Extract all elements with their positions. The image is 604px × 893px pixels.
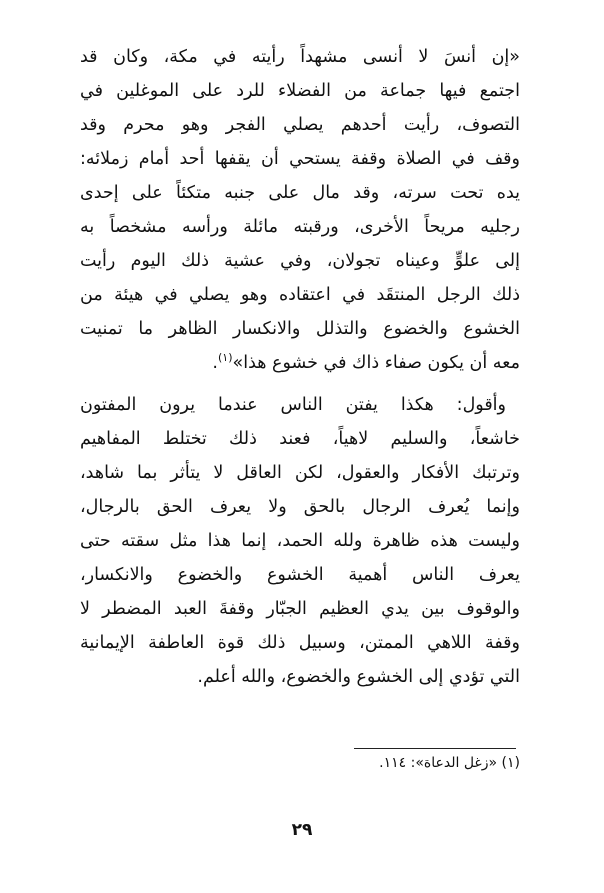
- footnote: (١) «زغل الدعاة»: ١١٤.: [379, 755, 520, 771]
- text-line: التصوف، رأيت أحدهم يصلي الفجر وهو محرم وقد: [80, 115, 520, 135]
- quote-paragraph: [80, 40, 520, 380]
- text-line: اجتمع فيها جماعة من الفضلاء للرد على الموغلين في: [80, 81, 520, 101]
- text-line: الخشوع والخضوع والتذلل والانكسار الظاهر ما تمنيت: [80, 319, 520, 339]
- text-line: وقفة اللاهي الممتن، وسبيل ذلك قوة العاطفة الإيمانية: [80, 633, 520, 653]
- text-line: وقف في الصلاة وقفة يستحي أن يقفها أحد أمام زملائه:: [80, 149, 520, 169]
- footnote-divider: [354, 748, 516, 749]
- text-line: إلى علوٍّ وعيناه تجولان، وفي عشية ذلك اليوم رأيت: [80, 251, 520, 271]
- page-number: ٢٩: [291, 820, 313, 840]
- text-line: خاشعاً، والسليم لاهياً، فعند ذلك تختلط المفاهيم: [80, 429, 520, 449]
- text-line: وأقول: هكذا يفتن الناس عندما يرون المفتون: [80, 395, 506, 415]
- text-line: يده تحت سرته، وقد مال على جنبه متكئاً على إحدى: [80, 183, 520, 203]
- text-line: «إن أنسَ لا أنسى مشهداً رأيته في مكة، وكان قد: [80, 47, 520, 67]
- text-line-last: التي تؤدي إلى الخشوع والخضوع، والله أعلم.: [197, 667, 520, 687]
- closing-period: .: [212, 353, 218, 373]
- text-line: والوقوف بين يدي العظيم الجبّار وقفةَ العبد المضطر لا: [80, 599, 520, 619]
- text-line: وإنما يُعرف الرجال بالحق ولا يعرف الحق بالرجال،: [80, 497, 520, 517]
- footnote-reference: (١): [218, 351, 233, 365]
- commentary-paragraph: [80, 388, 520, 694]
- text-line: وليست هذه ظاهرة ولله الحمد، إنما هذا مثل سقته حتى: [80, 531, 520, 551]
- text-line: يعرف الناس أهمية الخشوع والخضوع والانكسار،: [80, 565, 520, 585]
- text-line: ذلك الرجل المنتقَد في اعتقاده وهو يصلي في هيئة من: [80, 285, 520, 305]
- text-line-content: معه أن يكون صفاء ذاك في خشوع هذا»: [232, 353, 520, 373]
- text-line: رجليه مريحاً الأخرى، ورقبته مائلة ورأسه مشخصاً به: [80, 217, 520, 237]
- text-line-last: [80, 346, 520, 380]
- text-line: وترتبك الأفكار والعقول، لكن العاقل لا يتأثر بما شاهد،: [80, 463, 520, 483]
